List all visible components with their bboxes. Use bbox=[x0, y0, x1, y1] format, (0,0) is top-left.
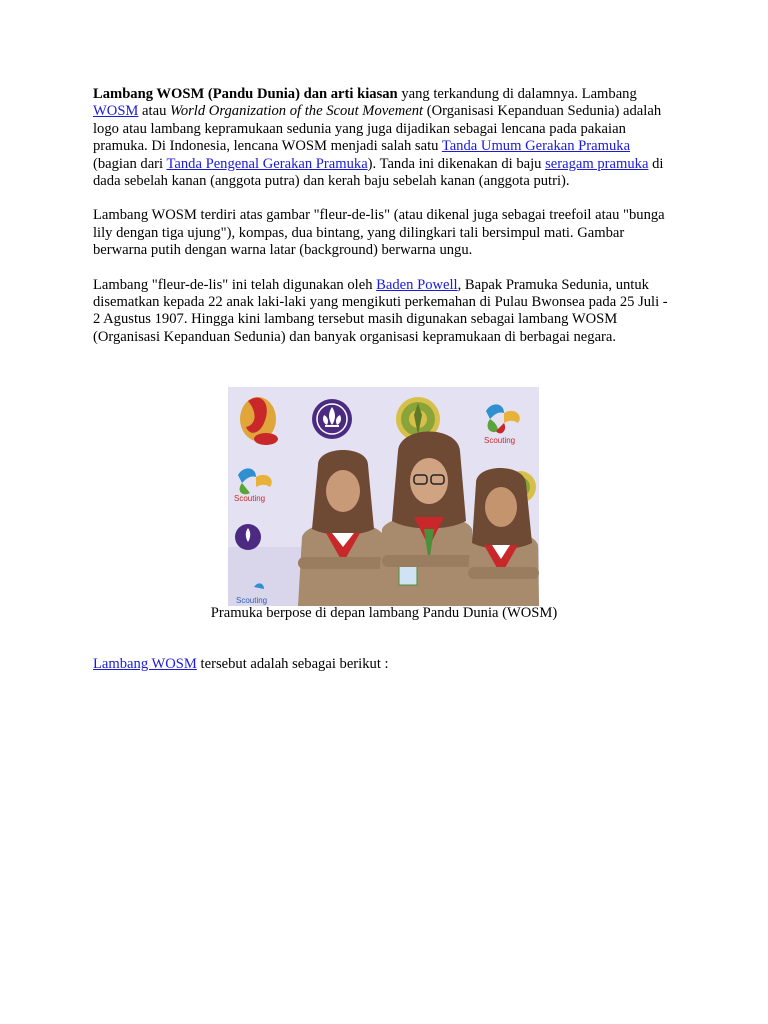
text-run: , Bapak Pramuka Sedunia, untuk disematkan kepada 22 anak laki-laki yang mengikuti perkemahan di Pulau Bwonsea pada 25 Juli - 2 Agustus 1907. Hingga kini lambang tersebut masih digunakan sebagai lambang WOSM (Organisasi Kepanduan Sedunia) dan banyak organisasi kepramukaan di berbagai negara. bbox=[93, 276, 668, 345]
article-body bbox=[93, 86, 675, 363]
scouting-text: Scouting bbox=[236, 596, 268, 605]
text-run: (Organisasi Kepanduan Sedunia) adalah logo atau lambang kepramukaan sedunia yang juga dijadikan sebagai lencana pada pakaian pramuka. Di Indonesia, lencana WOSM menjadi salah satu bbox=[93, 103, 662, 155]
paragraph-intro bbox=[93, 86, 675, 190]
intro-title: Lambang WOSM (Pandu Dunia) dan arti kiasan bbox=[93, 86, 398, 102]
scout-photo-illustration bbox=[228, 387, 539, 606]
text-run: tersebut adalah sebagai berikut : bbox=[196, 656, 389, 672]
paragraph-composition: Lambang WOSM terdiri atas gambar "fleur-de-lis" (atau dikenal juga sebagai treefoil atau "bunga lily dengan tiga ujung"), kompas, dua bintang, yang dilingkari tali bersimpul mati. Gambar berwarna putih dengan warna latar (background) berwarna ungu. bbox=[93, 207, 665, 259]
link-seragam-pramuka[interactable]: seragam pramuka bbox=[545, 155, 649, 172]
link-wosm[interactable]: WOSM bbox=[93, 103, 139, 120]
text-run: ). Tanda ini dikenakan di baju bbox=[367, 155, 546, 172]
text-run: Lambang "fleur-de-lis" ini telah digunakan oleh bbox=[93, 276, 377, 293]
scouting-text: Scouting bbox=[484, 436, 516, 445]
link-tanda-pengenal[interactable]: Tanda Pengenal Gerakan Pramuka bbox=[166, 155, 368, 172]
text-run: atau bbox=[138, 103, 171, 120]
link-lambang-wosm[interactable]: Lambang WOSM bbox=[93, 656, 197, 672]
text-run: di dada sebelah kanan (anggota putra) dan kerah baju sebelah kanan (anggota putri). bbox=[93, 155, 664, 190]
wosm-emblem-icon bbox=[312, 399, 352, 439]
link-baden-powell[interactable]: Baden Powell bbox=[376, 276, 458, 293]
paragraph-history bbox=[93, 277, 675, 347]
photo-caption: Pramuka berpose di depan lambang Pandu Dunia (WOSM) bbox=[210, 605, 558, 621]
wosm-emblem-small-icon bbox=[235, 524, 261, 550]
text-run: yang terkandung di dalamnya. Lambang bbox=[397, 86, 637, 102]
wosm-fullname: World Organization of the Scout Movement bbox=[170, 103, 424, 120]
text-run: (bagian dari bbox=[93, 155, 167, 172]
scouting-text: Scouting bbox=[234, 494, 266, 503]
scout-photo bbox=[228, 387, 539, 606]
paragraph-list-intro bbox=[93, 656, 675, 673]
link-tanda-umum[interactable]: Tanda Umum Gerakan Pramuka bbox=[441, 138, 631, 155]
